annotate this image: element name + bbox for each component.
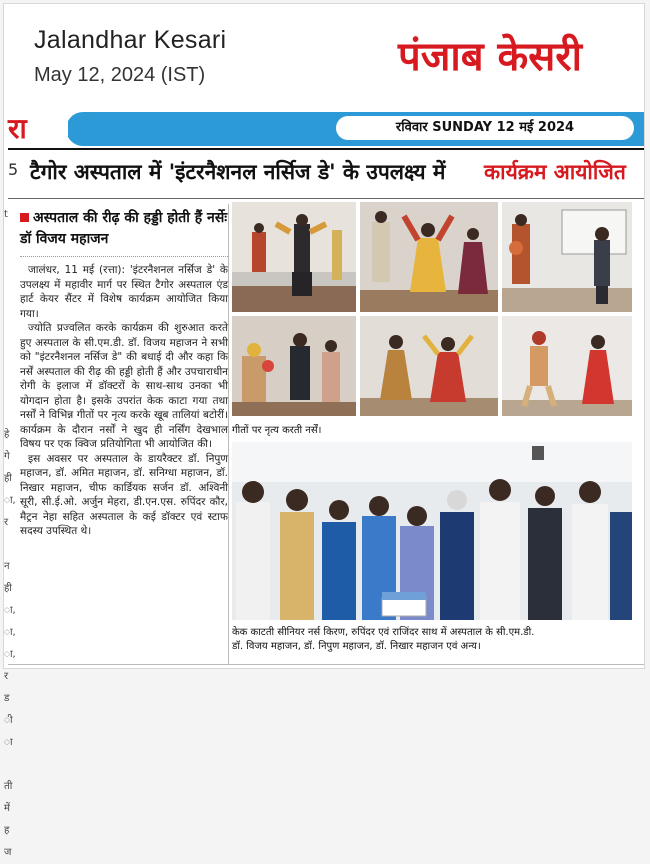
gutter-fragment: ही xyxy=(4,473,12,484)
gutter-fragment: ती xyxy=(4,781,13,792)
gutter-fragment xyxy=(4,314,18,336)
adjacent-column-fragment xyxy=(4,204,18,858)
gutter-fragment xyxy=(4,292,18,314)
gutter-fragment: न xyxy=(4,561,10,572)
gutter-fragment: ही xyxy=(4,583,12,594)
dance-photos-caption: गीतों पर नृत्य करती नर्सें। xyxy=(232,425,322,436)
gutter-fragment xyxy=(4,226,18,248)
dance-photo-1 xyxy=(232,202,356,312)
gutter-fragment: हे xyxy=(4,429,10,440)
article-subheading-text: अस्पताल की रीढ़ की हड्डी होती हैं नर्सेः डॉ विजय महाजन xyxy=(20,210,228,247)
banner-fragment-text: रा xyxy=(8,112,27,145)
dance-photo-6 xyxy=(502,316,632,416)
article-subheading xyxy=(20,208,228,250)
dance-photo-2 xyxy=(360,202,498,312)
punjab-kesari-logo xyxy=(354,26,626,86)
gutter-fragment: ह xyxy=(4,825,10,836)
logo-text: पंजाब केसरी xyxy=(397,34,583,80)
newspaper-clipping xyxy=(3,3,645,858)
gutter-fragment: र xyxy=(4,517,9,528)
gutter-fragment: ड xyxy=(4,693,10,704)
gutter-fragment xyxy=(4,754,18,776)
publication-date: May 12, 2024 (IST) xyxy=(34,64,206,86)
article xyxy=(20,202,228,539)
dance-photo-4 xyxy=(232,316,356,416)
banner-left-fragment xyxy=(8,112,68,146)
gutter-fragment: ी xyxy=(4,715,13,726)
page-banner xyxy=(8,112,644,146)
gutter-fragment xyxy=(4,534,18,556)
dance-photo-3 xyxy=(502,202,632,312)
gutter-fragment xyxy=(4,380,18,402)
gutter-fragment: ा xyxy=(4,737,13,748)
gutter-fragment: ा, xyxy=(4,627,16,638)
gutter-fragment xyxy=(4,270,18,292)
dotted-divider xyxy=(20,256,228,257)
publication-name: Jalandhar Kesari xyxy=(34,26,227,54)
group-photo xyxy=(232,442,632,620)
gutter-fragment: ा, xyxy=(4,605,16,616)
article-paragraph: जालंधर, 11 मई (रत्ता): 'इंटरनैशनल नर्सिज डे' के उपलक्ष्य में महावीर मार्ग पर स्थित टैगोर अस्पताल एंड हार्ट केयर सैंटर में विशेष कार्यक्रम आयोजित किया गया। xyxy=(20,264,228,320)
headline-left-fragment: 5 xyxy=(8,160,19,179)
bullet-square-icon xyxy=(20,213,29,222)
column-divider xyxy=(228,204,229,664)
gutter-fragment xyxy=(4,336,18,358)
gutter-fragment xyxy=(4,402,18,424)
gutter-fragment: में xyxy=(4,803,10,814)
headline-main: टैगोर अस्पताल में 'इंटरनैशनल नर्सिज डे' के उपलक्ष्य में xyxy=(30,160,446,184)
gutter-fragment xyxy=(4,358,18,380)
bottom-rule xyxy=(8,664,644,665)
gutter-fragment: ा, xyxy=(4,649,16,660)
gutter-fragment: र xyxy=(4,671,9,682)
gutter-fragment xyxy=(4,248,18,270)
headline xyxy=(8,150,644,198)
headline-highlight: कार्यक्रम आयोजित xyxy=(484,160,626,184)
gutter-fragment: t xyxy=(4,209,8,220)
gutter-fragment: ज xyxy=(4,847,12,858)
article-paragraph: इस अवसर पर अस्पताल के डायरैक्टर डॉ. निपुण महाजन, डॉ. अमित महाजन, डॉ. सनिग्धा महाजन, डॉ. निखार महाजन, चीफ कार्डियक सर्जन डॉ. अश्विनी सूरी, सी.ई.ओ. अर्जुन मेहरा, डी.एन.एस. रुपिंदर कौर, मैट्रन नेहा सहित अस्पताल के कई डॉक्टर एवं स्टाफ सदस्य उपस्थित थे। xyxy=(20,452,228,537)
gutter-fragment: ा, xyxy=(4,495,16,506)
group-caption-line-1: केक काटती सीनियर नर्स किरण, रुपिंदर एवं राजिंदर साथ में अस्पताल के सी.एम.डी. xyxy=(232,627,535,638)
article-paragraph: ज्योति प्रज्वलित करके कार्यक्रम की शुरुआत करते हुए अस्पताल के सी.एम.डी. डॉ. विजय महाजन ने सभी को "इंटरनैशनल नर्सिज डे" की बधाई दी और कहा कि नर्सें अस्पताल की रीढ़ की हड्डी होती हैं और उपचाराधीन रोगी के इलाज में डॉक्टरों के साथ-साथ उनका भी योगदान होता है। इसके उपरांत केक काटा गया तथा नर्सों ने विभिन्न गीतों पर नृत्य करके खूब तालियां बटोरीं। कार्यक्रम के दौरान नर्सों ने खुद ही नर्सिंग देखभाल विषय पर एक क्विज प्रतियोगिता भी आयोजित की। xyxy=(20,322,228,450)
gutter-fragment: गे xyxy=(4,451,10,462)
dance-photo-5 xyxy=(360,316,498,416)
article-body xyxy=(20,263,228,539)
group-photo-caption xyxy=(232,626,634,654)
banner-date: रविवार SUNDAY 12 मई 2024 xyxy=(336,116,634,140)
group-caption-line-2: डॉ. विजय महाजन, डॉ. निपुण महाजन, डॉ. निखार महाजन एवं अन्य। xyxy=(232,641,481,652)
headline-bottom-rule xyxy=(8,198,644,199)
